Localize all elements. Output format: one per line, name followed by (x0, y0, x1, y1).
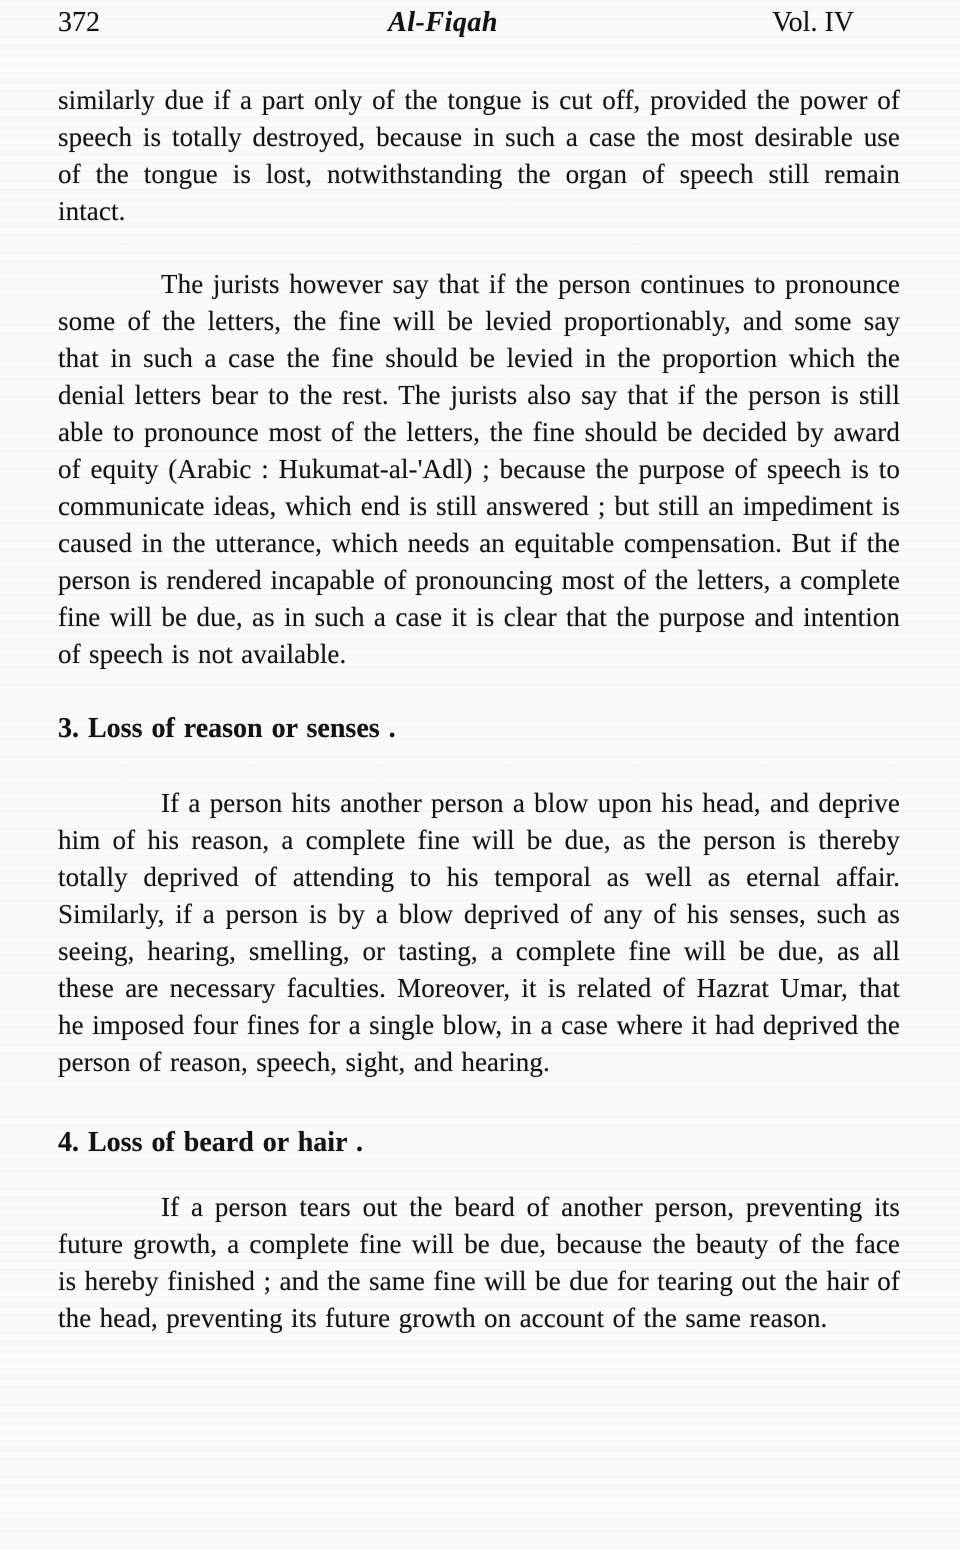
paragraph-loss-of-beard: If a person tears out the beard of another person, preventing its future growth, a complete fine will be due, because the beauty of the face is hereby finished ; and the same fine will be due for tearing out the hair of the head, preventing its future growth on account of the same reason. (58, 1192, 900, 1333)
section-heading-loss-of-beard: 4. Loss of beard or hair . (58, 1127, 363, 1158)
volume-label: Vol. IV (772, 7, 854, 38)
paragraph-tongue-fine: similarly due if a part only of the tongue is cut off, provided the power of speech is totally destroyed, because in such a case the most desirable use of the tongue is lost, notwithstanding the organ of speech still remain intact. (58, 85, 900, 226)
paragraph-jurists-letters: The jurists however say that if the person continues to pronounce some of the letters, the fine will be levied proportionably, and some say that in such a case the fine should be levied in the proportion which the denial letters bear to the rest. The jurists also say that if the person is still able to pronounce most of the letters, the fine should be decided by award of equity (Arabic : Hukumat-al-'Adl) ; because the purpose of speech is to communicate ideas, which end is still answered ; but still an impediment is caused in the utterance, which needs an equitable compensation. But if the person is rendered incapable of pronouncing most of the letters, a complete fine will be due, as in such a case it is clear that the purpose and intention of speech is not available. (58, 269, 900, 669)
section-heading-loss-of-reason: 3. Loss of reason or senses . (58, 713, 396, 744)
paragraph-loss-of-reason: If a person hits another person a blow upon his head, and deprive him of his reason, a complete fine will be due, as the person is thereby totally deprived of attending to his temporal as well as eternal affair. Similarly, if a person is by a blow deprived of any of his senses, such as seeing, hearing, smelling, or tasting, a complete fine will be due, as all these are necessary faculties. Moreover, it is related of Hazrat Umar, that he imposed four fines for a single blow, in a case where it had deprived the person of reason, speech, sight, and hearing. (58, 788, 900, 1077)
page-number: 372 (58, 7, 100, 38)
page-header (58, 6, 900, 42)
book-title: Al-Fiqah (388, 7, 498, 38)
